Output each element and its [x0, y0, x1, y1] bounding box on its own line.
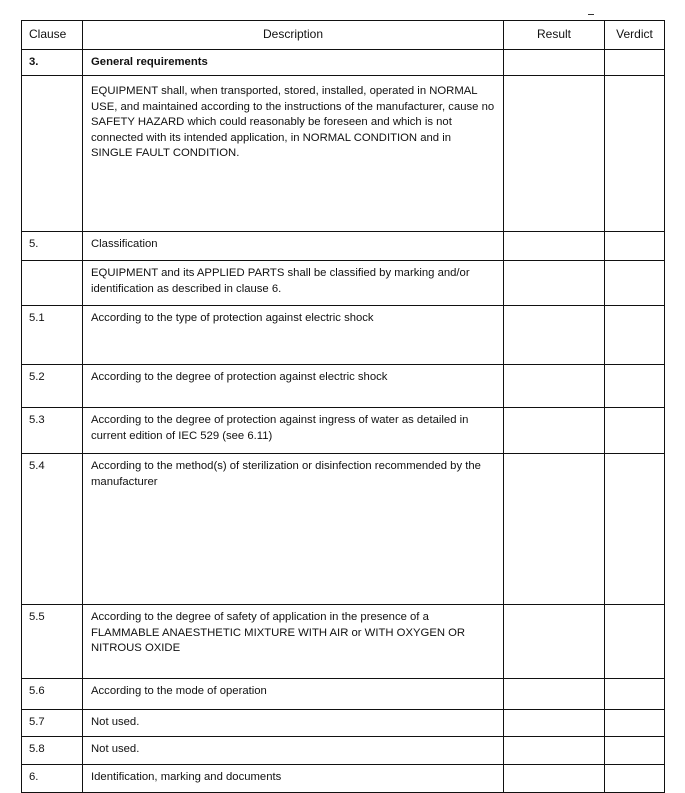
verdict-cell [604, 408, 665, 453]
result-cell [503, 50, 604, 76]
clause-description: Identification, marking and documents [82, 765, 503, 792]
verdict-cell [604, 679, 665, 709]
result-cell [503, 76, 604, 231]
verdict-cell [604, 76, 665, 231]
result-cell [503, 408, 604, 453]
verdict-cell [604, 737, 665, 764]
result-cell [503, 737, 604, 764]
result-cell [503, 261, 604, 305]
result-cell [503, 605, 604, 678]
result-cell [503, 679, 604, 709]
table-row [21, 75, 665, 231]
clause-description: According to the method(s) of sterilization or disinfection recommended by the manufacturer [82, 454, 503, 604]
result-cell [503, 365, 604, 407]
table-header-row [21, 20, 665, 49]
clause-number: 5.7 [21, 710, 82, 736]
table-row [21, 49, 665, 75]
table-row [21, 260, 665, 305]
result-cell [503, 232, 604, 260]
clause-number: 5.4 [21, 454, 82, 604]
verdict-cell [604, 232, 665, 260]
result-cell [503, 710, 604, 736]
verdict-cell [604, 454, 665, 604]
clause-description: Not used. [82, 710, 503, 736]
table-row [21, 678, 665, 709]
clause-number: 5.5 [21, 605, 82, 678]
header-result: Result [503, 21, 604, 49]
clause-description: EQUIPMENT shall, when transported, stored, installed, operated in NORMAL USE, and maintained according to the instructions of the manufacturer, cause no SAFETY HAZARD which could reasonably be foreseen and which is not connected with its intended application, in NORMAL CONDITION and in SINGLE FAULT CONDITION. [82, 76, 503, 231]
table-row [21, 364, 665, 407]
clause-description: According to the type of protection against electric shock [82, 306, 503, 364]
table-row [21, 231, 665, 260]
clause-number [21, 76, 82, 231]
table-row [21, 604, 665, 678]
result-cell [503, 765, 604, 792]
header-verdict: Verdict [604, 21, 665, 49]
clause-table [21, 20, 665, 793]
header-description: Description [82, 21, 503, 49]
result-cell [503, 454, 604, 604]
clause-number: 5.3 [21, 408, 82, 453]
clause-number: 5.8 [21, 737, 82, 764]
clause-description: General requirements [82, 50, 503, 76]
table-row [21, 709, 665, 736]
verdict-cell [604, 261, 665, 305]
clause-description: Classification [82, 232, 503, 260]
clause-description: According to the degree of protection against ingress of water as detailed in current edition of IEC 529 (see 6.11) [82, 408, 503, 453]
verdict-cell [604, 306, 665, 364]
verdict-cell [604, 765, 665, 792]
table-row [21, 407, 665, 453]
table-row [21, 305, 665, 364]
verdict-cell [604, 50, 665, 76]
clause-description: According to the mode of operation [82, 679, 503, 709]
clause-number: 3. [21, 50, 82, 76]
clause-number: 5. [21, 232, 82, 260]
clause-number: 5.6 [21, 679, 82, 709]
result-cell [503, 306, 604, 364]
verdict-cell [604, 605, 665, 678]
header-clause: Clause [21, 21, 82, 49]
table-row [21, 764, 665, 793]
table-row [21, 453, 665, 604]
verdict-cell [604, 710, 665, 736]
clause-number: 5.2 [21, 365, 82, 407]
clause-description: EQUIPMENT and its APPLIED PARTS shall be classified by marking and/or identification as described in clause 6. [82, 261, 503, 305]
clause-description: According to the degree of protection against electric shock [82, 365, 503, 407]
scan-speck [588, 14, 594, 15]
table-row [21, 736, 665, 764]
verdict-cell [604, 365, 665, 407]
clause-number: 6. [21, 765, 82, 792]
clause-number: 5.1 [21, 306, 82, 364]
clause-number [21, 261, 82, 305]
clause-description: Not used. [82, 737, 503, 764]
clause-description: According to the degree of safety of application in the presence of a FLAMMABLE ANAESTHETIC MIXTURE WITH AIR or WITH OXYGEN OR NITROUS OXIDE [82, 605, 503, 678]
